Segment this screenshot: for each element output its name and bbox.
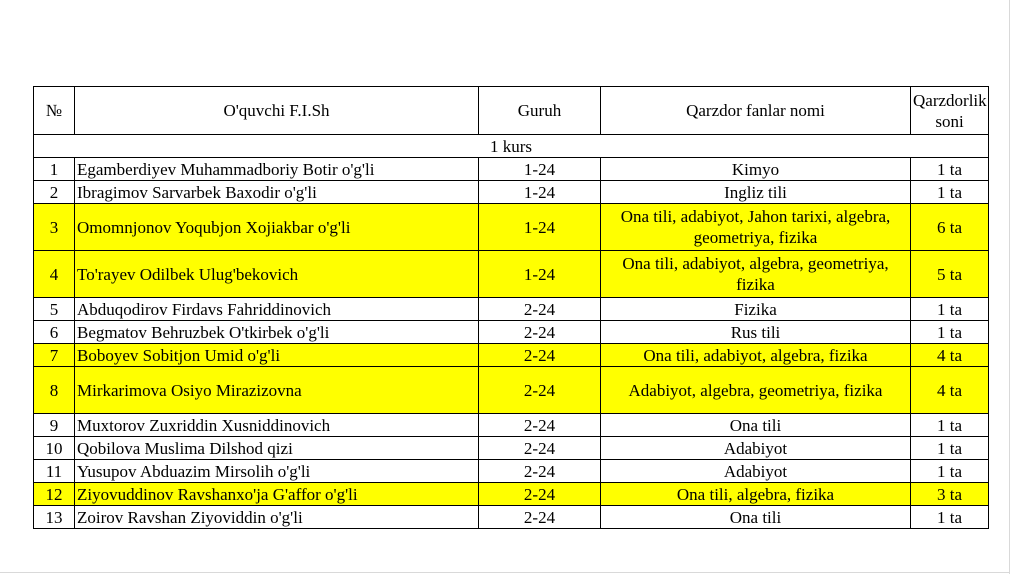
cell-student-name: Yusupov Abduazim Mirsolih o'g'li: [75, 460, 479, 483]
section-label: 1 kurs: [34, 135, 989, 158]
cell-subjects: Rus tili: [601, 321, 911, 344]
cell-student-name: Mirkarimova Osiyo Mirazizovna: [75, 367, 479, 414]
cell-debt-count: 6 ta: [911, 204, 989, 251]
cell-debt-count: 1 ta: [911, 321, 989, 344]
header-number: №: [34, 87, 75, 135]
cell-debt-count: 4 ta: [911, 367, 989, 414]
cell-student-name: Egamberdiyev Muhammadboriy Botir o'g'li: [75, 158, 479, 181]
cell-debt-count: 1 ta: [911, 158, 989, 181]
cell-group: 2-24: [479, 298, 601, 321]
cell-debt-count: 1 ta: [911, 298, 989, 321]
table-row: [34, 506, 989, 529]
cell-group: 2-24: [479, 414, 601, 437]
cell-debt-count: 1 ta: [911, 181, 989, 204]
cell-student-name: Begmatov Behruzbek O'tkirbek o'g'li: [75, 321, 479, 344]
cell-group: 1-24: [479, 181, 601, 204]
cell-subjects: Ona tili, adabiyot, algebra, geometriya, fizika: [601, 251, 911, 298]
cell-debt-count: 1 ta: [911, 437, 989, 460]
cell-number: 13: [34, 506, 75, 529]
header-group: Guruh: [479, 87, 601, 135]
cell-group: 2-24: [479, 460, 601, 483]
cell-subjects: Fizika: [601, 298, 911, 321]
cell-subjects: Adabiyot, algebra, geometriya, fizika: [601, 367, 911, 414]
cell-student-name: Omomnjonov Yoqubjon Xojiakbar o'g'li: [75, 204, 479, 251]
table-row: [34, 344, 989, 367]
table-row: [34, 321, 989, 344]
section-row: [34, 135, 989, 158]
cell-number: 4: [34, 251, 75, 298]
cell-number: 3: [34, 204, 75, 251]
cell-subjects: Adabiyot: [601, 437, 911, 460]
table-row: [34, 298, 989, 321]
cell-group: 2-24: [479, 506, 601, 529]
table-header-row: [34, 87, 989, 135]
cell-number: 2: [34, 181, 75, 204]
cell-debt-count: 5 ta: [911, 251, 989, 298]
table-row: [34, 204, 989, 251]
cell-debt-count: 4 ta: [911, 344, 989, 367]
cell-subjects: Ona tili, adabiyot, Jahon tarixi, algebra, geometriya, fizika: [601, 204, 911, 251]
cell-group: 1-24: [479, 251, 601, 298]
cell-number: 11: [34, 460, 75, 483]
cell-student-name: Abduqodirov Firdavs Fahriddinovich: [75, 298, 479, 321]
table-row: [34, 483, 989, 506]
cell-subjects: Kimyo: [601, 158, 911, 181]
cell-number: 10: [34, 437, 75, 460]
cell-number: 7: [34, 344, 75, 367]
header-student-name: O'quvchi F.I.Sh: [75, 87, 479, 135]
cell-student-name: Qobilova Muslima Dilshod qizi: [75, 437, 479, 460]
cell-student-name: To'rayev Odilbek Ulug'bekovich: [75, 251, 479, 298]
slide-edge-right: [1009, 0, 1010, 574]
cell-student-name: Muxtorov Zuxriddin Xusniddinovich: [75, 414, 479, 437]
header-subjects: Qarzdor fanlar nomi: [601, 87, 911, 135]
cell-student-name: Ziyovuddinov Ravshanxo'ja G'affor o'g'li: [75, 483, 479, 506]
cell-subjects: Ona tili, algebra, fizika: [601, 483, 911, 506]
cell-subjects: Ona tili: [601, 506, 911, 529]
cell-number: 12: [34, 483, 75, 506]
cell-number: 1: [34, 158, 75, 181]
cell-number: 9: [34, 414, 75, 437]
table-row: [34, 181, 989, 204]
cell-group: 2-24: [479, 321, 601, 344]
cell-debt-count: 1 ta: [911, 506, 989, 529]
table-row: [34, 158, 989, 181]
cell-number: 8: [34, 367, 75, 414]
table-row: [34, 414, 989, 437]
cell-subjects: Adabiyot: [601, 460, 911, 483]
cell-group: 2-24: [479, 344, 601, 367]
cell-debt-count: 1 ta: [911, 460, 989, 483]
table-row: [34, 437, 989, 460]
cell-group: 1-24: [479, 158, 601, 181]
cell-number: 6: [34, 321, 75, 344]
cell-group: 1-24: [479, 204, 601, 251]
cell-group: 2-24: [479, 437, 601, 460]
cell-debt-count: 3 ta: [911, 483, 989, 506]
cell-subjects: Ona tili: [601, 414, 911, 437]
table-row: [34, 367, 989, 414]
cell-debt-count: 1 ta: [911, 414, 989, 437]
cell-subjects: Ingliz tili: [601, 181, 911, 204]
cell-subjects: Ona tili, adabiyot, algebra, fizika: [601, 344, 911, 367]
table-row: [34, 460, 989, 483]
cell-group: 2-24: [479, 483, 601, 506]
table-row: [34, 251, 989, 298]
header-debt-count: Qarzdorlik soni: [911, 87, 989, 135]
cell-number: 5: [34, 298, 75, 321]
cell-group: 2-24: [479, 367, 601, 414]
debtors-table: [33, 86, 989, 529]
cell-student-name: Boboyev Sobitjon Umid o'g'li: [75, 344, 479, 367]
slide-edge-bottom: [0, 572, 1010, 573]
cell-student-name: Zoirov Ravshan Ziyoviddin o'g'li: [75, 506, 479, 529]
cell-student-name: Ibragimov Sarvarbek Baxodir o'g'li: [75, 181, 479, 204]
